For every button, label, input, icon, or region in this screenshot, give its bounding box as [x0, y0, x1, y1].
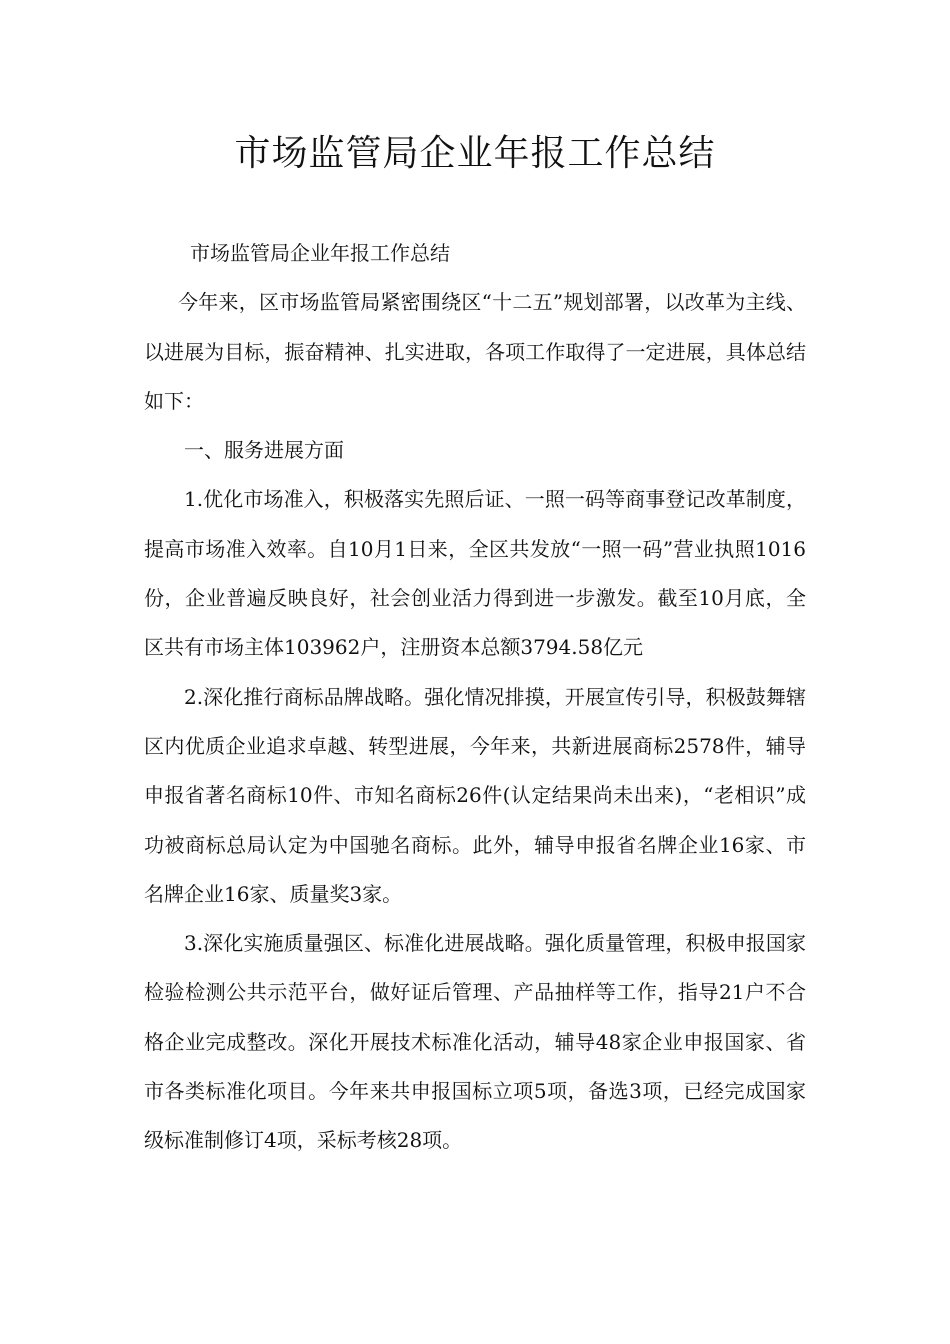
document-body [144, 229, 806, 1166]
document-title: 市场监管局企业年报工作总结 [234, 133, 716, 174]
intro-paragraph: 今年来，区市场监管局紧密围绕区“十二五”规划部署，以改革为主线、以进展为目标，振奋精神、扎实进取，各项工作取得了一定进展，具体总结如下： [144, 290, 806, 413]
section-heading-service: 一、服务进展方面 [184, 438, 344, 463]
body-subtitle: 市场监管局企业年报工作总结 [190, 241, 450, 265]
paragraph-market-access: 1.优化市场准入，积极落实先照后证、一照一码等商事登记改革制度，提高市场准入效率。自10月1日来，全区共发放“一照一码”营业执照1016份，企业普遍反映良好，社会创业活力得到进一步激发。截至10月底，全区共有市场主体103962户，注册资本总额3794.58亿元 [144, 487, 806, 660]
paragraph-quality-standardization: 3.深化实施质量强区、标准化进展战略。强化质量管理，积极申报国家检验检测公共示范平台，做好证后管理、产品抽样等工作，指导21户不合格企业完成整改。深化开展技术标准化活动，辅导48家企业申报国家、省市各类标准化项目。今年来共申报国标立项5项，备选3项，已经完成国家级标准制修订4项，采标考核28项。 [144, 931, 806, 1153]
paragraph-trademark-strategy: 2.深化推行商标品牌战略。强化情况排摸，开展宣传引导，积极鼓舞辖区内优质企业追求卓越、转型进展，今年来，共新进展商标2578件，辅导申报省著名商标10件、市知名商标26件(认定结果尚未出来)，“老相识”成功被商标总局认定为中国驰名商标。此外，辅导申报省名牌企业16家、市名牌企业16家、质量奖3家。 [144, 684, 806, 906]
